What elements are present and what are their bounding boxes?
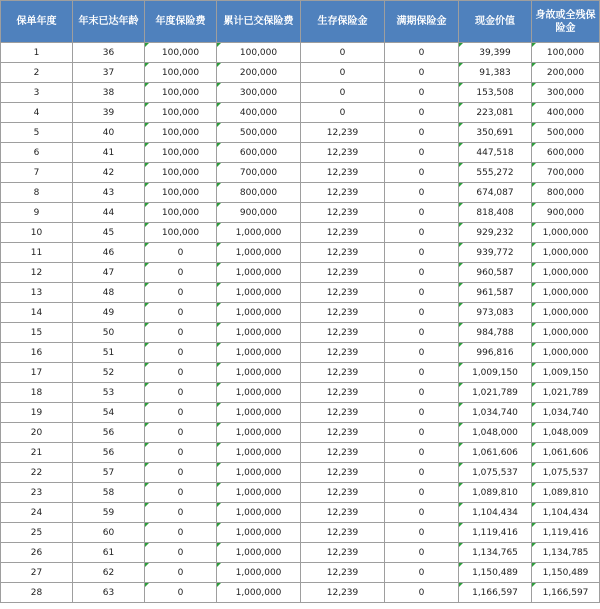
policy-year-cell: 16: [1, 343, 73, 363]
death-benefit-cell: 1,048,009: [532, 423, 600, 443]
cumulative-premium-cell: 1,000,000: [217, 383, 301, 403]
death-benefit-cell: 1,021,789: [532, 383, 600, 403]
policy-year-cell: 9: [1, 203, 73, 223]
age-cell: 59: [73, 503, 145, 523]
cumulative-premium-cell: 1,000,000: [217, 443, 301, 463]
annual-premium-cell: 0: [145, 323, 217, 343]
table-row: [1, 483, 600, 503]
policy-year-cell: 26: [1, 543, 73, 563]
age-cell: 42: [73, 163, 145, 183]
death-benefit-cell: 100,000: [532, 43, 600, 63]
death-benefit-cell: 1,061,606: [532, 443, 600, 463]
annual-premium-cell: 0: [145, 543, 217, 563]
annual-premium-cell: 0: [145, 443, 217, 463]
policy-year-cell: 20: [1, 423, 73, 443]
maturity-benefit-cell: 0: [385, 323, 459, 343]
policy-year-cell: 10: [1, 223, 73, 243]
cash-value-cell: 1,061,606: [459, 443, 532, 463]
policy-year-cell: 19: [1, 403, 73, 423]
age-cell: 58: [73, 483, 145, 503]
table-row: [1, 43, 600, 63]
survival-benefit-cell: 12,239: [301, 263, 385, 283]
policy-year-cell: 7: [1, 163, 73, 183]
survival-benefit-cell: 12,239: [301, 563, 385, 583]
annual-premium-cell: 0: [145, 263, 217, 283]
maturity-benefit-cell: 0: [385, 303, 459, 323]
maturity-benefit-cell: 0: [385, 63, 459, 83]
age-cell: 46: [73, 243, 145, 263]
death-benefit-cell: 1,104,434: [532, 503, 600, 523]
table-row: [1, 123, 600, 143]
annual-premium-cell: 0: [145, 283, 217, 303]
annual-premium-cell: 100,000: [145, 183, 217, 203]
survival-benefit-cell: 0: [301, 83, 385, 103]
annual-premium-cell: 0: [145, 523, 217, 543]
column-header-cumulative-premium: 累计已交保险费: [217, 1, 301, 43]
annual-premium-cell: 0: [145, 403, 217, 423]
cumulative-premium-cell: 700,000: [217, 163, 301, 183]
survival-benefit-cell: 12,239: [301, 583, 385, 603]
table-row: [1, 323, 600, 343]
annual-premium-cell: 100,000: [145, 143, 217, 163]
survival-benefit-cell: 12,239: [301, 503, 385, 523]
cash-value-cell: 1,009,150: [459, 363, 532, 383]
death-benefit-cell: 1,034,740: [532, 403, 600, 423]
table-row: [1, 463, 600, 483]
annual-premium-cell: 0: [145, 343, 217, 363]
survival-benefit-cell: 0: [301, 63, 385, 83]
cash-value-cell: 39,399: [459, 43, 532, 63]
death-benefit-cell: 1,000,000: [532, 283, 600, 303]
death-benefit-cell: 400,000: [532, 103, 600, 123]
cash-value-cell: 350,691: [459, 123, 532, 143]
policy-year-cell: 25: [1, 523, 73, 543]
death-benefit-cell: 1,000,000: [532, 263, 600, 283]
death-benefit-cell: 600,000: [532, 143, 600, 163]
annual-premium-cell: 0: [145, 303, 217, 323]
cash-value-cell: 1,104,434: [459, 503, 532, 523]
annual-premium-cell: 100,000: [145, 43, 217, 63]
age-cell: 41: [73, 143, 145, 163]
age-cell: 56: [73, 423, 145, 443]
survival-benefit-cell: 12,239: [301, 483, 385, 503]
death-benefit-cell: 1,000,000: [532, 303, 600, 323]
annual-premium-cell: 100,000: [145, 163, 217, 183]
policy-year-cell: 6: [1, 143, 73, 163]
death-benefit-cell: 700,000: [532, 163, 600, 183]
table-row: [1, 583, 600, 603]
cumulative-premium-cell: 1,000,000: [217, 563, 301, 583]
maturity-benefit-cell: 0: [385, 523, 459, 543]
cumulative-premium-cell: 1,000,000: [217, 283, 301, 303]
survival-benefit-cell: 12,239: [301, 343, 385, 363]
maturity-benefit-cell: 0: [385, 343, 459, 363]
death-benefit-cell: 1,000,000: [532, 243, 600, 263]
policy-year-cell: 1: [1, 43, 73, 63]
survival-benefit-cell: 12,239: [301, 523, 385, 543]
policy-year-cell: 18: [1, 383, 73, 403]
annual-premium-cell: 0: [145, 503, 217, 523]
maturity-benefit-cell: 0: [385, 383, 459, 403]
cumulative-premium-cell: 800,000: [217, 183, 301, 203]
age-cell: 39: [73, 103, 145, 123]
table-row: [1, 403, 600, 423]
cash-value-cell: 447,518: [459, 143, 532, 163]
table-row: [1, 543, 600, 563]
maturity-benefit-cell: 0: [385, 423, 459, 443]
column-header-annual-premium: 年度保险费: [145, 1, 217, 43]
cumulative-premium-cell: 400,000: [217, 103, 301, 123]
table-row: [1, 523, 600, 543]
policy-year-cell: 17: [1, 363, 73, 383]
cash-value-cell: 223,081: [459, 103, 532, 123]
column-header-maturity-benefit: 满期保险金: [385, 1, 459, 43]
maturity-benefit-cell: 0: [385, 203, 459, 223]
policy-year-cell: 23: [1, 483, 73, 503]
maturity-benefit-cell: 0: [385, 483, 459, 503]
age-cell: 45: [73, 223, 145, 243]
age-cell: 47: [73, 263, 145, 283]
policy-year-cell: 12: [1, 263, 73, 283]
cash-value-cell: 818,408: [459, 203, 532, 223]
policy-year-cell: 27: [1, 563, 73, 583]
cumulative-premium-cell: 1,000,000: [217, 583, 301, 603]
table-row: [1, 503, 600, 523]
cash-value-cell: 1,150,489: [459, 563, 532, 583]
table-row: [1, 103, 600, 123]
maturity-benefit-cell: 0: [385, 183, 459, 203]
column-header-survival-benefit: 生存保险金: [301, 1, 385, 43]
death-benefit-cell: 1,000,000: [532, 323, 600, 343]
maturity-benefit-cell: 0: [385, 403, 459, 423]
maturity-benefit-cell: 0: [385, 443, 459, 463]
cumulative-premium-cell: 1,000,000: [217, 323, 301, 343]
age-cell: 52: [73, 363, 145, 383]
survival-benefit-cell: 12,239: [301, 363, 385, 383]
annual-premium-cell: 0: [145, 563, 217, 583]
cumulative-premium-cell: 1,000,000: [217, 483, 301, 503]
cash-value-cell: 1,166,597: [459, 583, 532, 603]
survival-benefit-cell: 12,239: [301, 183, 385, 203]
death-benefit-cell: 1,119,416: [532, 523, 600, 543]
cash-value-cell: 961,587: [459, 283, 532, 303]
policy-year-cell: 5: [1, 123, 73, 143]
cash-value-cell: 674,087: [459, 183, 532, 203]
age-cell: 37: [73, 63, 145, 83]
maturity-benefit-cell: 0: [385, 123, 459, 143]
annual-premium-cell: 0: [145, 423, 217, 443]
cumulative-premium-cell: 1,000,000: [217, 403, 301, 423]
survival-benefit-cell: 12,239: [301, 143, 385, 163]
age-cell: 54: [73, 403, 145, 423]
survival-benefit-cell: 12,239: [301, 443, 385, 463]
cash-value-cell: 929,232: [459, 223, 532, 243]
cash-value-cell: 1,021,789: [459, 383, 532, 403]
cumulative-premium-cell: 1,000,000: [217, 543, 301, 563]
maturity-benefit-cell: 0: [385, 563, 459, 583]
cumulative-premium-cell: 900,000: [217, 203, 301, 223]
table-row: [1, 423, 600, 443]
death-benefit-cell: 1,009,150: [532, 363, 600, 383]
cash-value-cell: 555,272: [459, 163, 532, 183]
age-cell: 63: [73, 583, 145, 603]
cumulative-premium-cell: 1,000,000: [217, 363, 301, 383]
survival-benefit-cell: 12,239: [301, 243, 385, 263]
death-benefit-cell: 900,000: [532, 203, 600, 223]
cumulative-premium-cell: 1,000,000: [217, 503, 301, 523]
annual-premium-cell: 100,000: [145, 63, 217, 83]
table-row: [1, 183, 600, 203]
maturity-benefit-cell: 0: [385, 263, 459, 283]
maturity-benefit-cell: 0: [385, 503, 459, 523]
cash-value-cell: 984,788: [459, 323, 532, 343]
policy-year-cell: 2: [1, 63, 73, 83]
policy-year-cell: 4: [1, 103, 73, 123]
age-cell: 36: [73, 43, 145, 63]
age-cell: 57: [73, 463, 145, 483]
table-row: [1, 243, 600, 263]
cash-value-cell: 1,075,537: [459, 463, 532, 483]
table-header-row: [1, 1, 600, 43]
survival-benefit-cell: 0: [301, 103, 385, 123]
death-benefit-cell: 1,134,785: [532, 543, 600, 563]
annual-premium-cell: 0: [145, 463, 217, 483]
table-row: [1, 443, 600, 463]
table-row: [1, 203, 600, 223]
maturity-benefit-cell: 0: [385, 223, 459, 243]
cumulative-premium-cell: 300,000: [217, 83, 301, 103]
survival-benefit-cell: 12,239: [301, 163, 385, 183]
death-benefit-cell: 1,089,810: [532, 483, 600, 503]
death-benefit-cell: 200,000: [532, 63, 600, 83]
column-header-cash-value: 现金价值: [459, 1, 532, 43]
table-row: [1, 263, 600, 283]
cumulative-premium-cell: 1,000,000: [217, 523, 301, 543]
annual-premium-cell: 0: [145, 483, 217, 503]
maturity-benefit-cell: 0: [385, 283, 459, 303]
cumulative-premium-cell: 600,000: [217, 143, 301, 163]
policy-year-cell: 28: [1, 583, 73, 603]
policy-year-cell: 21: [1, 443, 73, 463]
death-benefit-cell: 300,000: [532, 83, 600, 103]
policy-year-cell: 22: [1, 463, 73, 483]
cumulative-premium-cell: 1,000,000: [217, 243, 301, 263]
death-benefit-cell: 1,075,537: [532, 463, 600, 483]
age-cell: 49: [73, 303, 145, 323]
cumulative-premium-cell: 1,000,000: [217, 303, 301, 323]
cumulative-premium-cell: 200,000: [217, 63, 301, 83]
policy-year-cell: 8: [1, 183, 73, 203]
policy-year-cell: 15: [1, 323, 73, 343]
age-cell: 62: [73, 563, 145, 583]
age-cell: 51: [73, 343, 145, 363]
cumulative-premium-cell: 1,000,000: [217, 423, 301, 443]
death-benefit-cell: 800,000: [532, 183, 600, 203]
cumulative-premium-cell: 1,000,000: [217, 263, 301, 283]
annual-premium-cell: 100,000: [145, 123, 217, 143]
cumulative-premium-cell: 100,000: [217, 43, 301, 63]
cumulative-premium-cell: 500,000: [217, 123, 301, 143]
cumulative-premium-cell: 1,000,000: [217, 343, 301, 363]
annual-premium-cell: 100,000: [145, 103, 217, 123]
table-row: [1, 283, 600, 303]
survival-benefit-cell: 12,239: [301, 123, 385, 143]
survival-benefit-cell: 12,239: [301, 323, 385, 343]
death-benefit-cell: 1,000,000: [532, 343, 600, 363]
policy-year-cell: 11: [1, 243, 73, 263]
maturity-benefit-cell: 0: [385, 143, 459, 163]
cumulative-premium-cell: 1,000,000: [217, 223, 301, 243]
table-body: [1, 43, 600, 603]
column-header-death-benefit: 身故或全残保险金: [532, 1, 600, 43]
survival-benefit-cell: 12,239: [301, 223, 385, 243]
age-cell: 40: [73, 123, 145, 143]
maturity-benefit-cell: 0: [385, 103, 459, 123]
survival-benefit-cell: 12,239: [301, 203, 385, 223]
policy-year-cell: 14: [1, 303, 73, 323]
survival-benefit-cell: 12,239: [301, 403, 385, 423]
annual-premium-cell: 100,000: [145, 223, 217, 243]
annual-premium-cell: 0: [145, 383, 217, 403]
table-row: [1, 163, 600, 183]
table-row: [1, 363, 600, 383]
death-benefit-cell: 1,150,489: [532, 563, 600, 583]
age-cell: 48: [73, 283, 145, 303]
cash-value-cell: 1,089,810: [459, 483, 532, 503]
annual-premium-cell: 0: [145, 363, 217, 383]
maturity-benefit-cell: 0: [385, 243, 459, 263]
table-row: [1, 303, 600, 323]
maturity-benefit-cell: 0: [385, 83, 459, 103]
annual-premium-cell: 0: [145, 243, 217, 263]
cash-value-cell: 939,772: [459, 243, 532, 263]
death-benefit-cell: 1,000,000: [532, 223, 600, 243]
maturity-benefit-cell: 0: [385, 43, 459, 63]
table-row: [1, 143, 600, 163]
maturity-benefit-cell: 0: [385, 163, 459, 183]
age-cell: 44: [73, 203, 145, 223]
death-benefit-cell: 500,000: [532, 123, 600, 143]
survival-benefit-cell: 12,239: [301, 283, 385, 303]
age-cell: 53: [73, 383, 145, 403]
table-row: [1, 383, 600, 403]
policy-year-cell: 13: [1, 283, 73, 303]
cash-value-cell: 996,816: [459, 343, 532, 363]
age-cell: 43: [73, 183, 145, 203]
survival-benefit-cell: 12,239: [301, 383, 385, 403]
cash-value-cell: 91,383: [459, 63, 532, 83]
age-cell: 38: [73, 83, 145, 103]
cash-value-cell: 960,587: [459, 263, 532, 283]
maturity-benefit-cell: 0: [385, 543, 459, 563]
cash-value-cell: 1,119,416: [459, 523, 532, 543]
table-row: [1, 83, 600, 103]
survival-benefit-cell: 12,239: [301, 463, 385, 483]
survival-benefit-cell: 12,239: [301, 303, 385, 323]
age-cell: 50: [73, 323, 145, 343]
cash-value-cell: 973,083: [459, 303, 532, 323]
cash-value-cell: 153,508: [459, 83, 532, 103]
survival-benefit-cell: 12,239: [301, 543, 385, 563]
cash-value-cell: 1,034,740: [459, 403, 532, 423]
maturity-benefit-cell: 0: [385, 363, 459, 383]
age-cell: 61: [73, 543, 145, 563]
survival-benefit-cell: 0: [301, 43, 385, 63]
policy-year-cell: 3: [1, 83, 73, 103]
annual-premium-cell: 0: [145, 583, 217, 603]
cash-value-cell: 1,048,000: [459, 423, 532, 443]
column-header-age: 年末已达年龄: [73, 1, 145, 43]
survival-benefit-cell: 12,239: [301, 423, 385, 443]
age-cell: 60: [73, 523, 145, 543]
annual-premium-cell: 100,000: [145, 203, 217, 223]
maturity-benefit-cell: 0: [385, 463, 459, 483]
cumulative-premium-cell: 1,000,000: [217, 463, 301, 483]
maturity-benefit-cell: 0: [385, 583, 459, 603]
death-benefit-cell: 1,166,597: [532, 583, 600, 603]
table-row: [1, 63, 600, 83]
age-cell: 56: [73, 443, 145, 463]
table-row: [1, 343, 600, 363]
table-row: [1, 563, 600, 583]
annual-premium-cell: 100,000: [145, 83, 217, 103]
cash-value-cell: 1,134,765: [459, 543, 532, 563]
column-header-policy-year: 保单年度: [1, 1, 73, 43]
table-row: [1, 223, 600, 243]
policy-year-cell: 24: [1, 503, 73, 523]
